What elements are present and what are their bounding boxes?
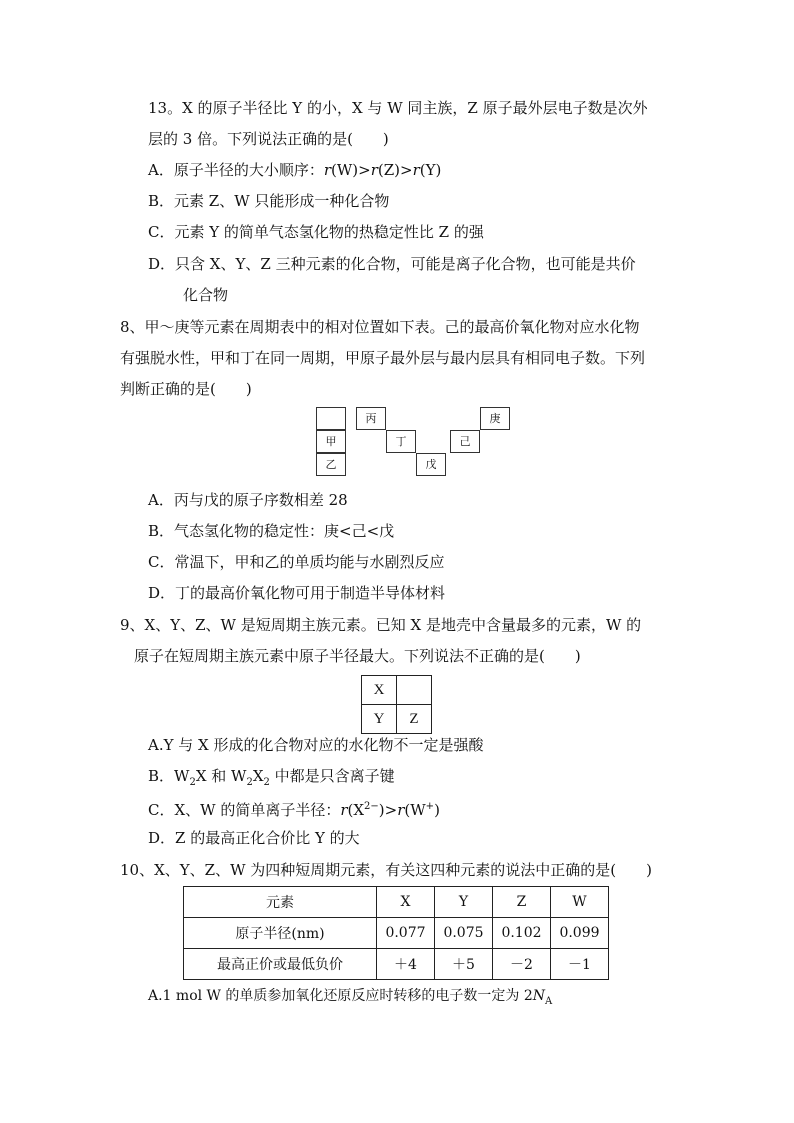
q13-a-part: (Y) [419,161,442,179]
q10-a-part: A.1 mol W 的单质参加氧化还原反应时转移的电子数一定为 2 [148,988,533,1004]
q13-stem-line2: 层的 3 倍。下列说法正确的是( ) [148,130,389,148]
q8-option-c: C．常温下，甲和乙的单质均能与水剧烈反应 [148,553,445,571]
q9-c-part: )> [378,801,398,819]
radius-symbol: r [397,801,405,819]
q9-c-part: (X [347,801,365,819]
superscript: + [425,801,435,812]
q9-option-a: A.Y 与 X 形成的化合物对应的水化物不一定是强酸 [148,736,484,754]
q13-option-b: B．元素 Z、W 只能形成一种化合物 [148,192,390,210]
cell-jia: 甲 [316,430,346,453]
q9-b-part: B．W [148,767,190,785]
table-cell: 最高正价或最低负价 [184,949,377,980]
q8-stem-line3: 判断正确的是( ) [120,380,252,398]
subscript: 2 [263,777,270,788]
radius-symbol: r [370,161,378,179]
q13-option-d-line1: D．只含 X、Y、Z 三种元素的化合物，可能是离子化合物，也可能是共价 [148,255,636,273]
grid-cell-z: Z [397,705,432,734]
q9-option-d: D．Z 的最高正化合价比 Y 的大 [148,829,360,847]
q13-option-a [148,160,441,180]
q13-stem-line1: 13。X 的原子半径比 Y 的小，X 与 W 同主族，Z 原子最外层电子数是次外 [148,99,648,117]
q13-a-part: (W)> [331,161,371,179]
q10-option-a [148,986,552,1012]
table-cell: ＋4 [377,949,435,980]
table-cell: 0.077 [377,918,435,949]
table-row [184,949,609,980]
q8-option-a: A．丙与戊的原子序数相差 28 [148,491,348,509]
table-header-cell: Y [435,887,493,918]
grid-cell-x: X [362,676,397,705]
table-cell: 0.102 [493,918,551,949]
table-header-row [184,887,609,918]
q13-option-a-text: A．原子半径的大小顺序： [148,161,324,179]
cell-yi: 乙 [316,453,346,476]
superscript: 2− [364,801,379,812]
cell-ding: 丁 [386,430,416,453]
cell-bing: 丙 [356,407,386,430]
q9-b-part: X [252,767,264,785]
table-row [184,918,609,949]
radius-symbol: r [412,161,420,179]
table-cell: ＋5 [435,949,493,980]
radius-symbol: r [340,801,348,819]
q8-option-b: B．气态氢化物的稳定性：庚<己<戊 [148,522,395,540]
table-header-cell: 元素 [184,887,377,918]
table-header-cell: X [377,887,435,918]
grid-cell-empty [397,676,432,705]
q9-c-part: C．X、W 的简单离子半径： [148,801,341,819]
q13-option-d-line2: 化合物 [183,286,229,304]
q9-stem-line1: 9、X、Y、Z、W 是短周期主族元素。已知 X 是地壳中含量最多的元素，W 的 [120,616,642,634]
subscript: 2 [189,777,196,788]
q9-option-c [148,797,440,820]
q9-element-grid [361,675,432,734]
q9-b-part: 中都是只含离子键 [269,767,395,785]
q10-stem: 10、X、Y、Z、W 为四种短周期元素，有关这四种元素的说法中正确的是( ) [120,861,652,879]
table-cell: －2 [493,949,551,980]
q9-stem-line2: 原子在短周期主族元素中原子半径最大。下列说法不正确的是( ) [134,647,581,665]
table-cell: 0.075 [435,918,493,949]
radius-symbol: r [323,161,332,179]
subscript: A [545,995,553,1007]
cell-empty-top [316,407,346,430]
table-cell: 0.099 [551,918,609,949]
q9-option-b [148,766,395,793]
table-header-cell: Z [493,887,551,918]
q8-option-d: D．丁的最高价氧化物可用于制造半导体材料 [148,584,446,602]
q13-option-c: C．元素 Y 的简单气态氢化物的热稳定性比 Z 的强 [148,223,484,241]
avogadro-symbol: N [532,988,545,1004]
table-header-cell: W [551,887,609,918]
q8-stem-line1: 8、甲～庚等元素在周期表中的相对位置如下表。己的最高价氧化物对应水化物 [120,318,640,336]
q9-b-part: X 和 W [195,767,247,785]
table-cell: 原子半径(nm) [184,918,377,949]
grid-cell-y: Y [362,705,397,734]
q9-c-part: (W [404,801,426,819]
cell-geng: 庚 [480,407,510,430]
q10-data-table [183,886,609,980]
cell-ji: 己 [450,430,480,453]
q13-a-part: (Z)> [377,161,413,179]
table-cell: －1 [551,949,609,980]
subscript: 2 [246,777,253,788]
q8-stem-line2: 有强脱水性，甲和丁在同一周期，甲原子最外层与最内层具有相同电子数。下列 [120,349,646,367]
q9-c-part: ) [434,801,440,819]
cell-wu: 戊 [416,453,446,476]
